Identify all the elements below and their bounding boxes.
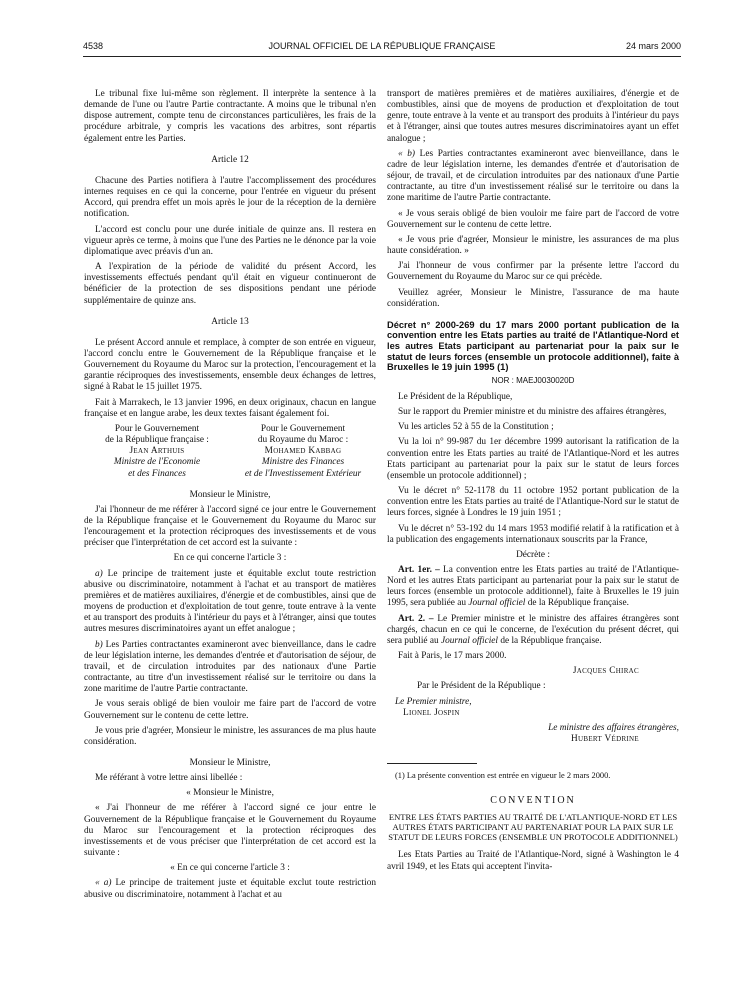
page-header — [83, 41, 681, 55]
paragraph — [84, 640, 376, 696]
header-rule — [83, 56, 681, 57]
paragraph: Par le Président de la République : — [417, 681, 546, 692]
paragraph — [84, 569, 376, 636]
paragraph: « Je vous serais obligé de bien vouloir me faire part de l'accord de votre Gouvernement sur le contenu de cette lettre. — [387, 208, 679, 230]
paragraph: L'accord est conclu pour une durée initiale de quinze ans. Il restera en vigueur après ce terme, à moins que l'une des Parties ne le dénonce par la voie diplomatique avec préavis d'un an. — [84, 224, 376, 257]
paragraph: Vu les articles 52 à 55 de la Constitution ; — [398, 422, 554, 433]
paragraph: Fait à Marrakech, le 13 janvier 1996, en deux originaux, chacun en langue française et en langue arabe, les deux textes faisant également foi. — [84, 397, 376, 419]
signature-france — [84, 424, 230, 480]
article-text: La convention entre les Etats parties au traité de l'Atlantique-Nord et les autres Etats participant au partenariat pour la paix sur le statut de leurs forces (ensemble un protocole additionnel), faite à Bruxelles le 19 juin 1995, sera publiée au — [387, 564, 679, 609]
item-text: Le principe de traitement juste et équitable exclut toute restriction abusive ou discriminatoire, notamment à l'achat et au — [84, 878, 377, 900]
signatory-title: Ministre des Finances — [261, 457, 345, 468]
paragraph: Veuillez agréer, Monsieur le Ministre, l'assurance de ma haute considération. — [387, 287, 679, 309]
signature-line: Pour le Gouvernement — [260, 423, 346, 434]
item-text: Les Parties contractantes examineront avec bienveillance, dans le cadre de leur législation interne, les demandes d'entrée et d'autorisation de séjour, de travail, et de circulation introduites par des nationaux d'une Partie contractante, au titre d'un investissement réalisé sur le territoire ou dans la zone maritime de l'autre Partie contractante. — [387, 148, 679, 204]
signatory-name: Mohamed Kabbag — [264, 446, 342, 457]
footnote: (1) La présente convention est entrée en vigueur le 2 mars 2000. — [395, 771, 611, 781]
journal-reference: Journal officiel — [440, 635, 499, 646]
journal-reference: Journal officiel — [468, 598, 526, 609]
item-marker: « a) — [95, 878, 112, 889]
signatory-name: Jacques Chirac — [572, 666, 639, 677]
paragraph: J'ai l'honneur de me référer à l'accord signé ce jour entre le Gouvernement de la République française et le Gouvernement du Royaume du Maroc sur l'encouragement et la protection réciproques des investissements et de vous préciser que l'interprétation de cet accord est la suivante : — [84, 504, 376, 549]
signature-block — [84, 424, 376, 480]
signature-line: de la République française : — [105, 435, 209, 446]
paragraph: Vu le décret n° 53-192 du 14 mars 1953 modifié relatif à la ratification et à la publication des engagements internationaux souscrits par la France, — [387, 523, 679, 545]
signatory-title: et des Finances — [128, 468, 186, 479]
item-text: Les Parties contractantes examineront avec bienveillance, dans le cadre de leur législation interne, les demandes d'entrée et d'autorisation de séjour, de travail, et de circulation introduites par des nationaux d'une Partie contractante, au titre d'un investissement réalisé sur le territoire ou dans la zone maritime de l'autre Partie contractante. — [84, 639, 376, 695]
page-number: 4538 — [83, 41, 104, 51]
signatory-name: Jean Arthuis — [129, 446, 185, 457]
signature-line: du Royaume du Maroc : — [257, 435, 349, 446]
paragraph — [387, 149, 679, 205]
paragraph: En ce qui concerne l'article 3 : — [173, 553, 287, 564]
paragraph: « J'ai l'honneur de me référer à l'accord signé ce jour entre le Gouvernement de la République française et le Gouvernement du Royaume du Maroc sur l'encouragement et la protection réciproques des investissements et de vous préciser que l'interprétation de cet accord est la suivante : — [84, 803, 376, 859]
convention-heading: CONVENTION — [490, 795, 576, 807]
paragraph: Les Etats Parties au Traité de l'Atlantique-Nord, signé à Washington le 4 avril 1949, et les Etats qui acceptent l'invita- — [387, 850, 679, 872]
signatory-title: Ministre de l'Economie — [113, 457, 201, 468]
article-text: de la République française. — [525, 598, 629, 609]
paragraph: Je vous serais obligé de bien vouloir me faire part de l'accord de votre Gouvernement sur le contenu de cette lettre. — [84, 699, 376, 721]
decree-title: Décret n° 2000-269 du 17 mars 2000 portant publication de la convention entre les Etats parties au traité de l'Atlantique-Nord et les autres Etats participant au partenariat pour la paix sur le statut de leurs forces (ensemble un protocole additionnel), faite à Bruxelles le 19 juin 1995 (1) — [387, 319, 679, 373]
paragraph: Sur le rapport du Premier ministre et du ministre des affaires étrangères, — [398, 407, 667, 418]
journal-title: JOURNAL OFFICIEL DE LA RÉPUBLIQUE FRANÇAISE — [268, 41, 496, 51]
paragraph: Fait à Paris, le 17 mars 2000. — [398, 651, 507, 662]
paragraph: « Je vous prie d'agréer, Monsieur le ministre, les assurances de ma plus haute considération. » — [387, 234, 679, 257]
paragraph: Vu la loi n° 99-987 du 1er décembre 1999 autorisant la ratification de la convention entre les Etats parties au traité de l'Atlantique-Nord et les autres Etats participant au partenariat pour la paix sur le statut de leurs forces (ensemble un protocole additionnel) ; — [387, 437, 679, 481]
paragraph: A l'expiration de la période de validité du présent Accord, les investissements effectués pendant qu'il était en vigueur continueront de bénéficier de la protection de ses dispositions pendant une période supplémentaire de quinze ans. — [84, 262, 376, 306]
article-heading: Article 13 — [211, 316, 249, 327]
paragraph — [84, 878, 376, 900]
signature-morocco — [230, 424, 376, 480]
article-2 — [387, 614, 679, 647]
article-label: Art. 1er. – — [398, 564, 440, 575]
convention-title: ENTRE LES ÉTATS PARTIES AU TRAITÉ DE L'ATLANTIQUE-NORD ET LES AUTRES ÉTATS PARTICIPANT AU PARTENARIAT POUR LA PAIX SUR LE STATUT DE LEURS FORCES (ENSEMBLE UN PROTOCOLE ADDITIONNEL) — [388, 812, 678, 843]
footnote-rule — [387, 763, 477, 764]
paragraph: « Monsieur le Ministre, — [186, 788, 274, 799]
paragraph: Je vous prie d'agréer, Monsieur le ministre, les assurances de ma plus haute considération. — [84, 725, 376, 747]
article-text: de la République française. — [498, 635, 602, 646]
item-text: Le principe de traitement juste et équitable exclut toute restriction abusive ou discriminatoire, notamment à l'achat et au transport de matières premières et de matières auxiliaires, d'énergie et de combustibles, ainsi que de moyens de production et d'exploitation de tout genre, toute entrave à la vente et au transport des produits à l'intérieur du pays et à l'étranger, ainsi que toutes autres mesures discriminatoires ayant un effet analogue ; — [84, 568, 376, 635]
paragraph: Le Président de la République, — [398, 391, 513, 402]
paragraph: Vu le décret n° 52-1178 du 11 octobre 1952 portant publication de la convention entre les Etats parties au traité de l'Atlantique-Nord sur le statut de leurs forces, signée à Londres le 19 juin 1951 ; — [387, 486, 679, 519]
issue-date: 24 mars 2000 — [625, 41, 681, 51]
paragraph: J'ai l'honneur de vous confirmer par la présente lettre l'accord du Gouvernement du Royaume du Maroc sur ce qui précède. — [387, 261, 679, 283]
signatory-name: Hubert Védrine — [571, 734, 639, 744]
signatory-name: Lionel Jospin — [403, 707, 460, 718]
item-marker: a) — [95, 568, 103, 579]
paragraph: Chacune des Parties notifiera à l'autre l'accomplissement des procédures internes requises en ce qui la concerne, pour l'entrée en vigueur du présent Accord, qui prendra effet un mois après le jour de la réception de la dernière notification. — [84, 175, 376, 220]
left-column — [84, 89, 376, 905]
paragraph: Me référant à votre lettre ainsi libellée : — [95, 773, 243, 784]
item-marker: b) — [95, 639, 103, 650]
paragraph: Le tribunal fixe lui-même son règlement. Il interprète la sentence à la demande de l'une ou l'autre Partie contractante. A moins que le tribunal n'en dispose autrement, compte tenu de circonstances particulières, les frais de la procédure arbitrale, y compris les vacations des arbitres, sont répartis également entre les Parties. — [84, 89, 376, 144]
right-column — [387, 89, 679, 877]
signature-line: Pour le Gouvernement — [114, 423, 200, 434]
decrete-heading: Décrète : — [516, 549, 550, 560]
paragraph: transport de matières premières et de matières auxiliaires, d'énergie et de combustibles, ainsi que de moyens de production et d'exploitation de tout genre, toute entrave à la vente et au transport des produits à l'intérieur du pays et à l'étranger, ainsi que toutes autres mesures discriminatoires ayant un effet analogue ; — [387, 89, 679, 144]
nor-reference: NOR : MAEJ0030020D — [491, 375, 575, 385]
salutation: Monsieur le Ministre, — [189, 489, 271, 500]
signatory-title: Le Premier ministre, — [395, 696, 472, 707]
item-marker: « b) — [398, 148, 416, 159]
salutation: Monsieur le Ministre, — [189, 757, 271, 768]
article-text: Le Premier ministre et le ministre des affaires étrangères sont chargés, chacun en ce qui le concerne, de l'exécution du présent décret, qui sera publié au — [387, 613, 680, 646]
article-label: Art. 2. – — [398, 613, 434, 624]
paragraph: Le présent Accord annule et remplace, à compter de son entrée en vigueur, l'accord conclu entre le Gouvernement de la République française et le Gouvernement du Royaume du Maroc sur la protection, l'encouragement et la garantie réciproques des investissements, ensemble deux échanges de lettres, signé à Rabat le 15 juillet 1975. — [84, 337, 376, 393]
paragraph: « En ce qui concerne l'article 3 : — [170, 863, 290, 874]
signatory-title: et de l'Investissement Extérieur — [244, 468, 362, 479]
article-1 — [387, 565, 679, 610]
signatory-title: Le ministre des affaires étrangères, — [548, 722, 679, 733]
article-heading: Article 12 — [211, 154, 249, 165]
